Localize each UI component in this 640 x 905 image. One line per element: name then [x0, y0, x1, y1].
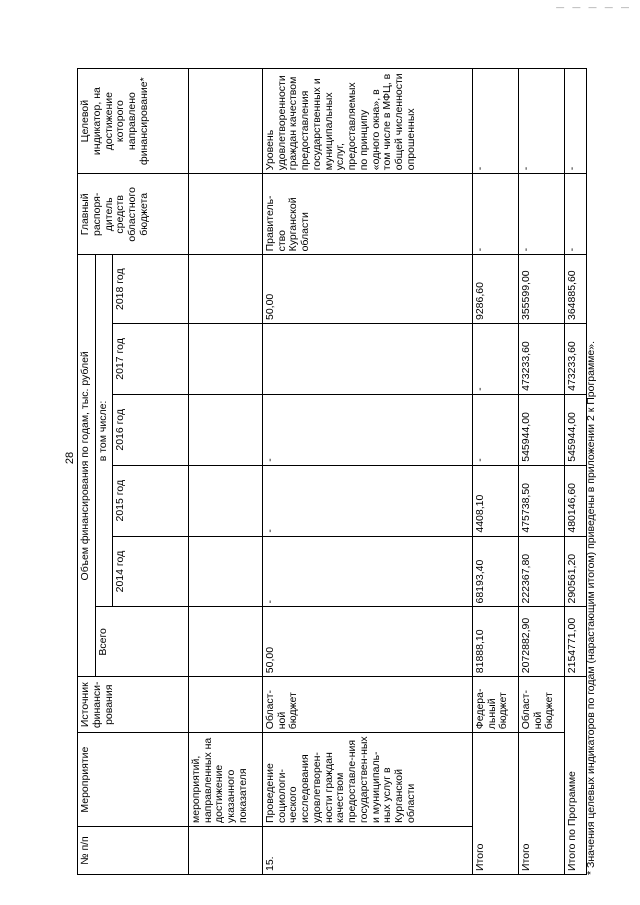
cell-y2014	[188, 536, 262, 607]
cell-indicator	[188, 69, 262, 174]
col-header-year: 2016 год	[112, 394, 188, 465]
table-row	[188, 69, 262, 875]
cell-manager: -	[518, 174, 564, 255]
cell-y2014: 222367,80	[518, 536, 564, 607]
cell-y2016	[188, 394, 262, 465]
cell-no: Итого по Программе	[564, 677, 586, 875]
cell-manager	[188, 174, 262, 255]
cell-y2017: 473233,60	[564, 324, 586, 395]
cell-y2015: 4408,10	[472, 465, 518, 536]
cell-y2015: 475738,50	[518, 465, 564, 536]
cell-source: Област-ной бюджет	[262, 677, 472, 733]
cell-manager: -	[472, 174, 518, 255]
col-header-source: Источник финанси-рования	[78, 677, 189, 733]
cell-indicator: -	[564, 69, 586, 174]
col-header-measure: Мероприятие	[78, 733, 189, 827]
cell-measure: мероприятий, направленных на достижение указанного показателя	[188, 733, 262, 827]
cell-y2015	[188, 465, 262, 536]
col-header-manager: Главный распоря-дитель средств областного бюджета	[78, 174, 189, 255]
header-row-1	[78, 69, 96, 875]
cell-y2017: -	[472, 324, 518, 395]
cell-y2016: -	[472, 394, 518, 465]
cell-manager: -	[564, 174, 586, 255]
cell-source: Област-ной бюджет	[518, 677, 564, 733]
cell-measure: Проведение социологи-ческого исследования удовлетворен-ности граждан качеством предоставле-ния государствен-ных и муниципаль-ных услуг в Курганской области	[262, 733, 472, 827]
col-header-year: 2014 год	[112, 536, 188, 607]
cell-indicator: Уровень удовлетворенности граждан качеством предоставления государственных и муниципальных услуг, предоставляемых по принципу «одного окна», в том числе в МФЦ, в общей численности опрошенных	[262, 69, 472, 174]
col-header-indicator: Целевой индикатор, на достижение которого направлено финансирование*	[78, 69, 189, 174]
cell-no: Итого	[518, 733, 564, 875]
cell-indicator: -	[518, 69, 564, 174]
col-header-year: 2015 год	[112, 465, 188, 536]
cell-y2018: 50,00	[262, 255, 472, 324]
cell-y2017	[188, 324, 262, 395]
cell-total: 2072882,90	[518, 607, 564, 677]
cell-y2018: 364885,60	[564, 255, 586, 324]
col-header-year: 2017 год	[112, 324, 188, 395]
col-header-total: Всего	[96, 607, 189, 677]
top-dash-marks: — — — — —	[556, 3, 632, 12]
cell-source	[188, 677, 262, 733]
cell-y2014: 290561,20	[564, 536, 586, 607]
cell-y2015: -	[262, 465, 472, 536]
cell-y2017: 473233,60	[518, 324, 564, 395]
cell-y2015: 480146,60	[564, 465, 586, 536]
table-row	[564, 69, 586, 875]
cell-y2018	[188, 255, 262, 324]
footnote: * Значения целевых индикаторов по годам (нарастающим итогом) приведены в приложении 2 к Программе».	[585, 341, 597, 875]
cell-y2018: 9286,60	[472, 255, 518, 324]
cell-no: 15.	[262, 826, 472, 874]
cell-y2017	[262, 324, 472, 395]
table-row	[518, 69, 564, 875]
cell-y2014: 68193,40	[472, 536, 518, 607]
col-header-no: № п/п	[78, 826, 189, 874]
cell-no	[188, 826, 262, 874]
cell-y2016: 545944,00	[564, 394, 586, 465]
table-row	[472, 69, 518, 875]
cell-y2016: -	[262, 394, 472, 465]
page-number: 28	[64, 451, 76, 465]
col-header-year: 2018 год	[112, 255, 188, 324]
cell-source: Федера-льный бюджет	[472, 677, 518, 733]
cell-total: 2154771,00	[564, 607, 586, 677]
cell-manager: Правитель-ство Курганской области	[262, 174, 472, 255]
table-row	[262, 69, 472, 875]
cell-total	[188, 607, 262, 677]
funding-table	[77, 68, 587, 875]
cell-total: 81888,10	[472, 607, 518, 677]
cell-indicator: -	[472, 69, 518, 174]
cell-y2014: -	[262, 536, 472, 607]
cell-y2018: 355599,00	[518, 255, 564, 324]
cell-total: 50,00	[262, 607, 472, 677]
col-header-funding-group: Объем финансирования по годам, тыс. рублей	[78, 255, 96, 677]
cell-no: Итого	[472, 733, 518, 875]
cell-y2016: 545944,00	[518, 394, 564, 465]
rotated-page	[77, 68, 597, 875]
col-header-including: в том числе:	[96, 255, 113, 607]
